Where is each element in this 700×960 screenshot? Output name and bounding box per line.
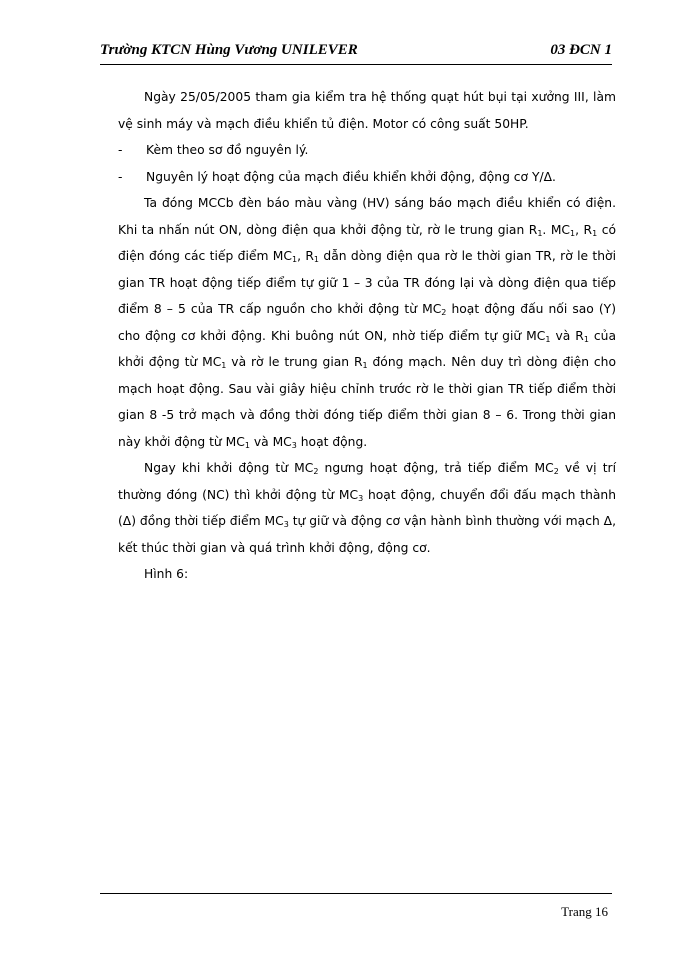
page-header: [100, 40, 612, 65]
bullet-diagram: [118, 137, 616, 164]
bullet-diagram-text: Kèm theo sơ đồ nguyên lý.: [146, 143, 309, 157]
paragraph-inspection: Ngày 25/05/2005 tham gia kiểm tra hệ thống quạt hút bụi tại xưởng III, làm vệ sinh máy và mạch điều khiển tủ điện. Motor có công suất 50HP.: [118, 90, 616, 131]
page-footer: [100, 893, 612, 919]
paragraph-operation: Ta đóng MCCb đèn báo màu vàng (HV) sáng báo mạch điều khiển có điện. Khi ta nhấn nút ON, dòng điện qua khởi động từ, rờ le trung gian $R_1$. $MC_1$, $R_1$ có điện đóng các tiếp điểm $MC_1$, $R_1$ dẫn dòng điện qua rờ le thời gian TR, rờ le thời gian TR hoạt động tiếp điểm tự giữ 1 – 3 của TR đóng lại và dòng điện qua tiếp điểm 8 – 5 của TR cấp nguồn cho khởi động từ $MC_2$ hoạt động đấu nối sao (Y) cho động cơ khởi động. Khi buông nút ON, nhờ tiếp điểm tự giữ $MC_1$ và $R_1$ của khởi động từ $MC_1$ và rờ le trung gian $R_1$ đóng mạch. Nên duy trì dòng điện cho mạch hoạt động. Sau vài giây hiệu chỉnh trước rờ le thời gian TR tiếp điểm thời gian 8 -5 trở mạch và đồng thời đóng tiếp điểm thời gian 8 – 6. Trong thời gian này khởi động từ $MC_1$ và $MC_3$ hoạt động.: [118, 196, 616, 450]
header-class: 03 ĐCN 1: [550, 42, 612, 58]
bullet-mark: -: [118, 143, 123, 157]
page-number: Trang 16: [561, 904, 608, 919]
header-school: Trường KTCN Hùng Vương UNILEVER: [100, 42, 358, 58]
bullet-principle: [118, 164, 616, 191]
document-body: [118, 84, 616, 588]
figure-caption: Hình 6:: [144, 567, 189, 581]
paragraph-delta-switch: Ngay khi khởi động từ $MC_2$ ngưng hoạt động, trả tiếp điểm $MC_2$ về vị trí thường đóng (NC) thì khởi động từ $MC_3$ hoạt động, chuyển đổi đấu mạch thành (Δ) đồng thời tiếp điểm $MC_3$ tự giữ và động cơ vận hành bình thường với mạch Δ, kết thúc thời gian và quá trình khởi động, động cơ.: [118, 461, 616, 555]
bullet-principle-text: Nguyên lý hoạt động của mạch điều khiển khởi động, động cơ Y/Δ.: [146, 169, 556, 184]
bullet-mark: -: [118, 169, 123, 184]
